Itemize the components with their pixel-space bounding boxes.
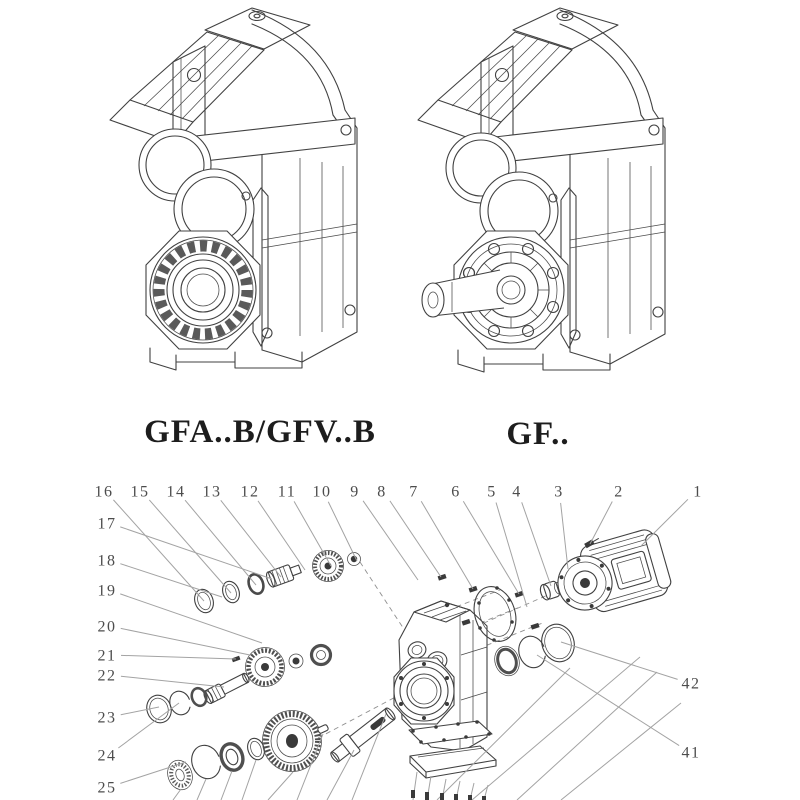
callout-number-9: 9	[350, 483, 360, 501]
callout-number-21: 21	[97, 647, 117, 665]
gearbox-iso-hollow-shaft-drawing	[110, 8, 357, 370]
callout-number-13: 13	[202, 483, 222, 501]
leader-line-14	[185, 500, 256, 585]
callout-number-7: 7	[409, 483, 419, 501]
motor	[549, 526, 673, 622]
leader-line-15	[149, 500, 231, 593]
callout-number-17: 17	[97, 515, 117, 533]
leader-line-7	[421, 501, 473, 589]
leader-line-4	[522, 502, 551, 586]
callout-number-23: 23	[97, 709, 117, 727]
leader-line-2	[590, 502, 612, 544]
callout-number-24: 24	[97, 747, 117, 765]
callout-number-41: 41	[681, 744, 701, 762]
intermediate-pinion-shaft	[202, 671, 251, 705]
leader-line-1	[641, 499, 688, 546]
leader-line-25	[120, 762, 186, 783]
output-shaft	[326, 703, 399, 767]
callout-number-15: 15	[130, 483, 150, 501]
leader-line-8	[390, 501, 441, 577]
model-label-right: GF..	[506, 416, 570, 452]
leader-line-23	[121, 707, 159, 715]
callout-number-12: 12	[240, 483, 260, 501]
callout-number-22: 22	[97, 667, 117, 685]
leader-line-21	[121, 655, 236, 659]
leader-line-24	[118, 703, 179, 748]
leader-line-18	[120, 564, 222, 597]
callout-number-4: 4	[512, 483, 522, 501]
callout-number-11: 11	[277, 483, 297, 501]
model-label-left: GFA..B/GFV..B	[144, 414, 376, 450]
leader-line-13	[221, 500, 281, 577]
callout-number-20: 20	[97, 618, 117, 636]
leader-line-3	[561, 503, 568, 569]
callout-number-42: 42	[681, 675, 701, 693]
callout-number-19: 19	[97, 582, 117, 600]
callout-number-5: 5	[487, 483, 497, 501]
callout-number-16: 16	[94, 483, 114, 501]
leader-line-42	[561, 642, 678, 679]
leader-line-11	[294, 501, 331, 566]
leader-line-5	[496, 502, 527, 607]
callout-number-10: 10	[312, 483, 332, 501]
input-pinion	[265, 561, 303, 588]
leader-line-9	[363, 501, 418, 580]
leader-line-41	[537, 655, 679, 746]
callout-number-18: 18	[97, 552, 117, 570]
callout-number-1: 1	[693, 483, 703, 501]
leader-line-6	[463, 501, 519, 594]
callout-number-14: 14	[166, 483, 186, 501]
leader-line-22	[121, 676, 224, 687]
key-pin	[317, 724, 329, 734]
leader-line-12	[258, 501, 305, 570]
callout-number-3: 3	[554, 483, 564, 501]
callout-number-25: 25	[97, 779, 117, 797]
gearbox-iso-solid-shaft-drawing	[418, 8, 665, 372]
leader-line-19	[120, 594, 262, 643]
exploded-view-drawing	[95, 484, 703, 800]
callout-number-2: 2	[614, 483, 624, 501]
callout-number-8: 8	[377, 483, 387, 501]
callout-number-6: 6	[451, 483, 461, 501]
output-shaft-parts	[164, 703, 400, 793]
